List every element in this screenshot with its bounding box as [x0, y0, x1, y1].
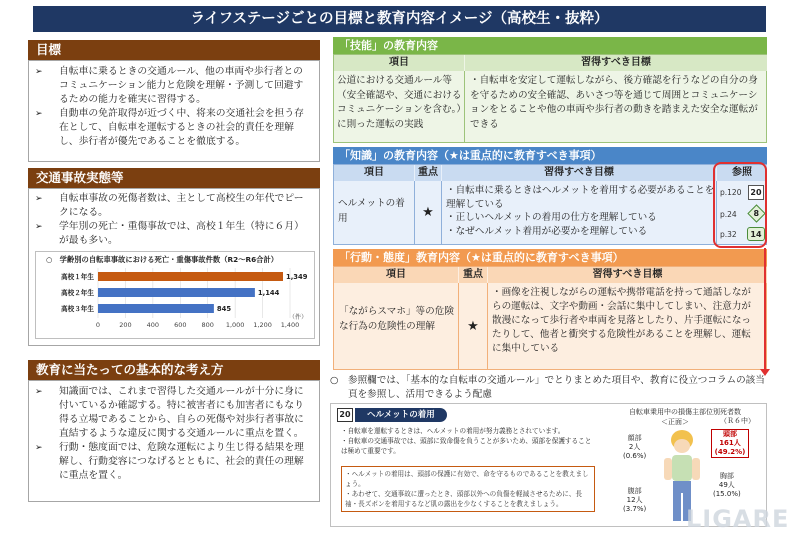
bar [98, 288, 255, 297]
skills-divider [464, 71, 465, 143]
behavior-item: 「ながらスマホ」等の危険な行為の危険性の理解 [339, 306, 454, 332]
part-head [711, 429, 749, 458]
part-name: 腹部 [627, 487, 642, 495]
x-tick-label: 1,000 [225, 321, 245, 329]
principles-box [28, 380, 320, 502]
x-unit-label: （件） [288, 314, 308, 321]
note-text: 参照欄では、「基本的な自転車の交通ルール」でとりまとめた項目や、教育に役立つコラムの該当頁を参照し、活用できるよう配慮 [348, 375, 765, 400]
part-pct: (0.6%) [623, 452, 647, 460]
goal-item: ➢ 自転車に乗るときの交通ルール、他の車両や歩行者とのコミュニケーション能力と危険を理解・予測して回避するための能力を確実に習得する。 [29, 65, 319, 107]
sample-pill: ヘルメットの着用 [355, 408, 447, 422]
knowledge-goal: ・正しいヘルメットの着用の仕方を理解している [446, 212, 657, 223]
sample-line: ・自転車を運転するときは、ヘルメットの着用が努力義務とされています。 [341, 427, 565, 435]
knowledge-goal: ・なぜヘルメット着用が必要かを理解している [446, 225, 648, 237]
principles-header: 教育に当たっての基本的な考え方 [28, 360, 320, 380]
category-label: 高校２年生 [61, 289, 94, 297]
bar [98, 304, 214, 313]
skills-col-item: 項目 [334, 55, 464, 71]
behavior-col-goal: 習得すべき目標 [488, 267, 767, 283]
skills-col-goal: 習得すべき目標 [465, 55, 767, 71]
part-count: 49人 [718, 481, 735, 489]
chart-title-text: 学齢別の自転車事故における死亡・重傷事故件数（R2～R6合計） [59, 255, 279, 264]
part-count: 161人 [719, 439, 741, 447]
ref-page: p.32 [720, 230, 737, 239]
category-label: 高校３年生 [61, 305, 94, 313]
behavior-header: 「行動・態度」教育内容（★は重点的に教育すべき事項） [333, 249, 767, 266]
x-tick-label: 0 [95, 321, 101, 329]
bar [98, 272, 283, 281]
divider [487, 283, 488, 370]
knowledge-focus-star: ★ [422, 205, 434, 220]
page-title: ライフステージごとの目標と教育内容イメージ（高校生・抜粋） [33, 6, 766, 32]
behavior-col-focus: 重点 [459, 267, 487, 283]
sample-text [341, 426, 593, 456]
behavior-col-item: 項目 [334, 267, 458, 283]
part-face [623, 434, 646, 461]
x-tick-label: 1,400 [280, 321, 300, 329]
note-bullet: ○ [330, 375, 339, 386]
ref-badge: 20 [748, 185, 764, 200]
knowledge-col-focus: 重点 [415, 165, 441, 181]
x-tick-label: 800 [201, 321, 214, 329]
part-name: 顔部 [627, 434, 642, 442]
accident-item: ➢ 自転車事故の死傷者数は、主として高校生の年代でピークになる。 [29, 192, 319, 220]
knowledge-header: 「知識」の教育内容（★は重点的に教育すべき事項） [333, 147, 767, 164]
part-name: 頭部 [723, 430, 737, 438]
divider [441, 181, 442, 245]
ref-page: p.24 [720, 210, 737, 219]
accidents-header: 交通事故実態等 [28, 168, 320, 188]
category-label: 高校１年生 [61, 273, 94, 281]
behavior-focus-star: ★ [467, 319, 479, 334]
ref-badge-num: 8 [753, 208, 759, 218]
sample-callout [341, 466, 595, 512]
figure-sub: （Ｒ６中） [720, 417, 755, 425]
ref-arrow-line [764, 248, 766, 372]
goal-item: ➢ 自動車の免許取得が近づく中、将来の交通社会を担う存在として、自転車を運転するときの社会的責任を理解し、歩行者が優先であることを徹底する。 [29, 107, 319, 149]
reference-note [330, 374, 768, 401]
goals-box [28, 60, 320, 162]
part-chest [713, 472, 741, 499]
sample-num: 20 [337, 408, 353, 422]
bar-value-label: 1,349 [286, 273, 308, 281]
skills-table [333, 54, 767, 143]
principle-item: ➢ 知識面では、これまで習得した交通ルールが十分に身に付いているか確認する。特に被害者にも加害者にもなり得る立場であることから、自らの死傷や対歩行者事故に直結するような違反に関する交通ルールに重点を置く。 [29, 385, 319, 441]
accident-chart [35, 251, 315, 339]
ref-page: p.120 [720, 188, 742, 197]
sample-line: ・自転車の交通事故では、頭部に致命傷を負うことが多いため、頭部を保護することは極めて重要です。 [341, 437, 592, 455]
skills-goal: ・自転車を安定して運転しながら、後方確認を行うなどの自分の身を守るための安全確認、あいさつ等を通じて周囲とコミュニケーションをとることや他の車両や歩行者の動きを踏まえた安全な運転ができる [470, 75, 758, 130]
watermark-logo: LIGARE [686, 505, 790, 533]
ref-badge: 14 [747, 227, 765, 241]
ref-highlight [713, 162, 767, 248]
part-pct: (15.0%) [713, 490, 741, 498]
knowledge-col-ref: 参照 [717, 165, 767, 181]
accidents-box [28, 188, 320, 346]
figure-front: ＜正面＞ [661, 418, 689, 426]
skills-item: 公道における交通ルール等（安全確認や、交通におけるコミュニケーションを含む。）に則った運転の実践 [337, 75, 462, 130]
part-name: 胸部 [719, 472, 734, 480]
x-tick-label: 600 [174, 321, 187, 329]
knowledge-col-goal: 習得すべき目標 [442, 165, 716, 181]
principle-item: ➢ 行動・態度面では、危険な運転により生じ得る結果を理解し、行動変容につなげるとともに、社会的責任の理解に重点を置く。 [29, 441, 319, 483]
part-abdomen [623, 487, 646, 514]
part-pct: (49.2%) [714, 448, 746, 456]
knowledge-table [333, 164, 767, 245]
accident-item: ➢ 学年別の死亡・重傷事故では、高校１年生（特に６月）が最も多い。 [29, 220, 319, 248]
x-tick-label: 400 [146, 321, 160, 329]
goals-header: 目標 [28, 40, 320, 60]
bar-chart [36, 252, 316, 340]
knowledge-col-item: 項目 [334, 165, 414, 181]
x-tick-label: 200 [119, 321, 132, 329]
knowledge-goal: ・自転車に乗るときはヘルメットを着用する必要があることを理解している [446, 185, 715, 210]
behavior-table [333, 266, 767, 370]
skills-header: 「技能」の教育内容 [333, 37, 767, 54]
knowledge-item: ヘルメットの着用 [338, 198, 405, 224]
sample-callout-line: ・あわせて、交通事故に遭ったとき、頭部以外への負傷を軽減させるために、長袖・長ズボンを着用するなど肌の露出を少なくすることを教えましょう。 [345, 490, 582, 508]
behavior-goal: ・画像を注視しながらの運転や携帯電話を持って通話しながらの運転は、文字や動画・会話に集中してしまい、注意力が散漫になって歩行者や車両を見落としたり、片手運転になったりして、他者と衝突する危険性があることを理解し、運転に集中している [492, 287, 752, 354]
part-count: 2人 [628, 443, 641, 451]
part-pct: (3.7%) [623, 505, 647, 513]
part-count: 12人 [626, 496, 643, 504]
figure-title: 自転車乗用中の損傷主部位別死者数 [629, 408, 741, 416]
x-tick-label: 1,200 [253, 321, 272, 329]
chart-title: ○ 学齢別の自転車事故における死亡・重傷事故件数（R2～R6合計） [46, 255, 279, 264]
bar-value-label: 1,144 [257, 289, 280, 297]
bar-value-label: 845 [216, 305, 232, 313]
knowledge-goals [446, 184, 716, 238]
sample-callout-line: ・ヘルメットの着用は、頭部の保護に有効で、命を守るものであることを教えましょう。 [345, 470, 589, 488]
